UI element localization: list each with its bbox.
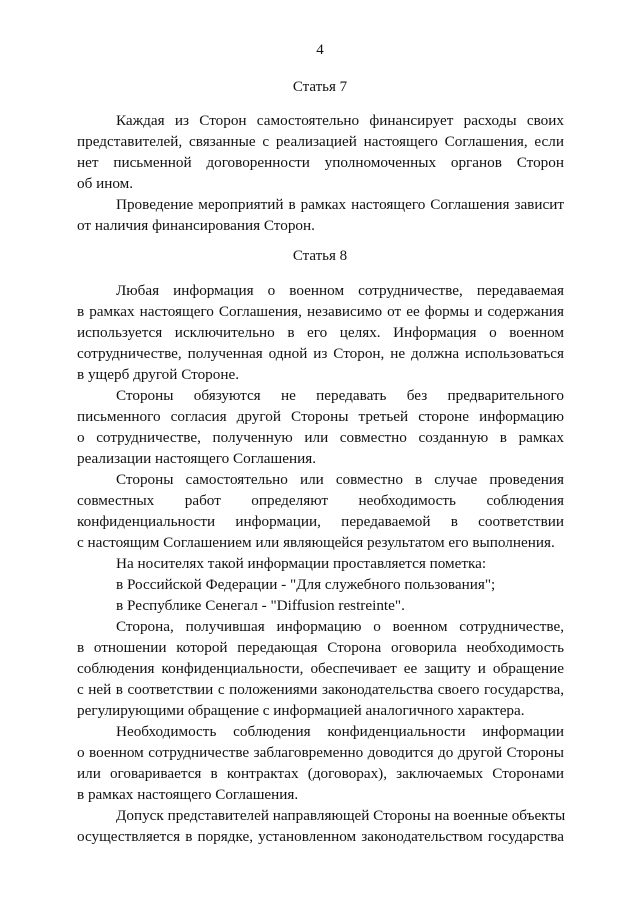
text-line: представителей, связанные с реализацией настоящего Соглашения, если [77, 133, 564, 150]
article-7-title: Статья 7 [292, 79, 348, 95]
text-line: в Республике Сенегал - "Diffusion restreinte". [116, 597, 405, 614]
text-line: нет письменной договоренности уполномоченных органов Сторон [77, 154, 564, 171]
text-line: в отношении которой передающая Сторона оговорила необходимость [77, 639, 564, 656]
text-line: с настоящим Соглашением или являющейся результатом его выполнения. [77, 534, 555, 551]
text-line: реализации настоящего Соглашения. [77, 450, 317, 467]
text-line: Стороны самостоятельно или совместно в случае проведения [116, 471, 564, 488]
text-line: с ней в соответствии с положениями законодательства своего государства, [77, 681, 564, 698]
article-8-title: Статья 8 [292, 248, 348, 264]
text-line: регулирующими обращение с информацией аналогичного характера. [77, 702, 525, 719]
text-line: осуществляется в порядке, установленном законодательством государства [77, 828, 564, 845]
text-line: Каждая из Сторон самостоятельно финансирует расходы своих [116, 112, 564, 129]
text-line: о военном сотрудничестве заблаговременно доводится до другой Стороны [77, 744, 564, 761]
text-line: в Российской Федерации - "Для служебного пользования"; [116, 576, 496, 593]
page-number: 4 [316, 42, 324, 58]
text-line: конфиденциальности информации, передаваемой в соответствии [77, 513, 564, 530]
text-line: письменного согласия другой Стороны третьей стороне информацию [77, 408, 564, 425]
text-line: сотрудничестве, полученная одной из Сторон, не должна использоваться [77, 345, 564, 362]
text-line: об ином. [77, 175, 134, 192]
text-line: На носителях такой информации проставляется пометка: [116, 555, 487, 572]
text-line: в рамках настоящего Соглашения. [77, 786, 299, 803]
text-line: в рамках настоящего Соглашения, независимо от ее формы и содержания [77, 303, 564, 320]
text-line: или оговаривается в контрактах (договорах), заключаемых Сторонами [77, 765, 564, 782]
text-line: Стороны обязуются не передавать без предварительного [116, 387, 564, 404]
text-line: от наличия финансирования Сторон. [77, 217, 315, 234]
text-line: Сторона, получившая информацию о военном сотрудничестве, [116, 618, 564, 635]
text-line: Допуск представителей направляющей Стороны на военные объекты [116, 807, 566, 824]
text-line: соблюдения конфиденциальности, обеспечивает ее защиту и обращение [77, 660, 564, 677]
text-line: совместных работ определяют необходимость соблюдения [77, 492, 564, 509]
text-line: Любая информация о военном сотрудничестве, передаваемая [116, 282, 564, 299]
text-line: Проведение мероприятий в рамках настоящего Соглашения зависит [116, 196, 564, 213]
text-line: используется исключительно в его целях. Информация о военном [77, 324, 564, 341]
text-line: о сотрудничестве, полученную или совместно созданную в рамках [77, 429, 564, 446]
text-line: в ущерб другой Стороне. [77, 366, 240, 383]
text-line: Необходимость соблюдения конфиденциальности информации [116, 723, 564, 740]
